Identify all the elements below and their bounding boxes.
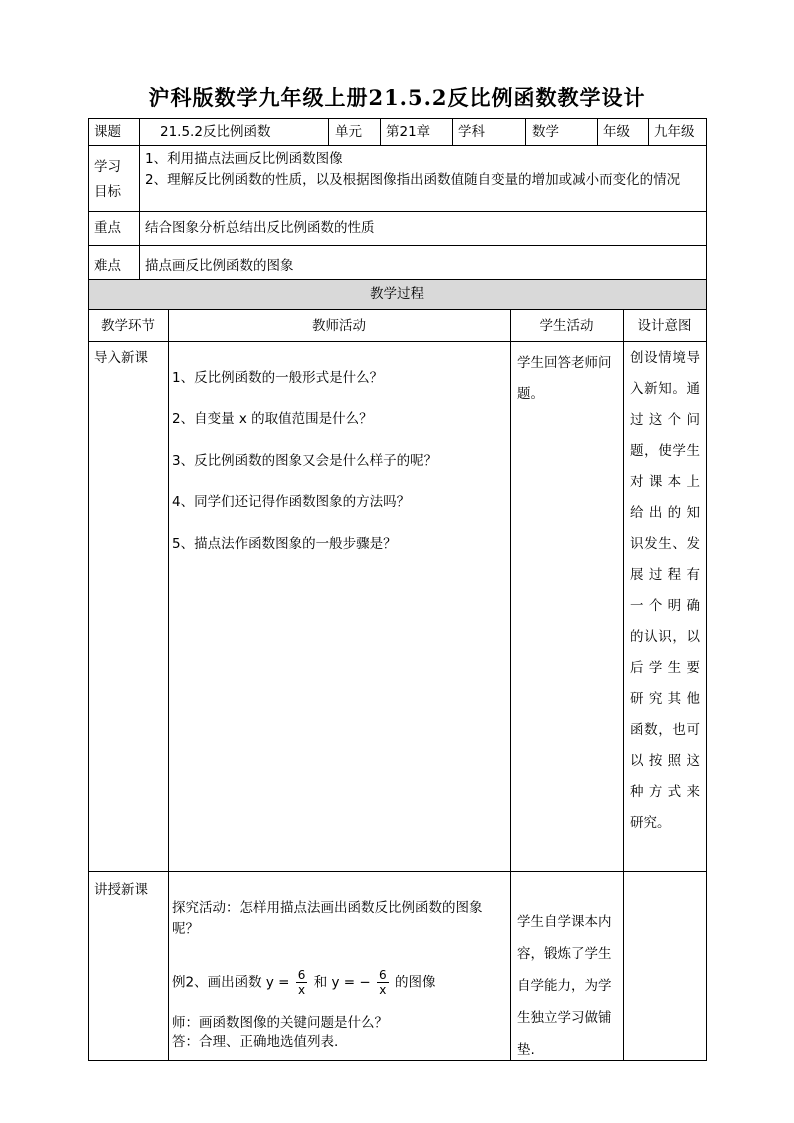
col-header-stage: 教学环节	[101, 318, 155, 334]
frac2-numerator: 6	[379, 968, 387, 982]
example-suffix: 的图像	[394, 974, 436, 991]
intro-student-line-1: 学生回答老师问	[517, 355, 612, 371]
teacher-question: 师：画函数图像的关键问题是什么？	[172, 1015, 388, 1031]
student-line: 生独立学习做铺	[517, 1010, 612, 1026]
col-header-teacher: 教师活动	[312, 318, 366, 334]
intro-student-activity	[517, 348, 621, 410]
design-line: 题，使学生	[630, 443, 700, 459]
col-header-design: 设计意图	[637, 318, 692, 334]
col-header-student: 学生活动	[539, 318, 594, 334]
process-title: 教学过程	[370, 286, 424, 302]
design-line: 过这个问	[630, 412, 700, 428]
design-line: 对课本上	[630, 474, 700, 490]
student-line: 自学能力，为学	[517, 978, 612, 994]
intro-question-2: 2、自变量 x 的取值范围是什么？	[172, 411, 373, 427]
intro-question-4: 4、同学们还记得作函数图象的方法吗？	[172, 494, 411, 510]
design-line: 的认识，以	[630, 629, 700, 645]
goal-item-1: 1、利用描点法画反比例函数图像	[145, 151, 343, 167]
goal-item-2: 2、理解反比例函数的性质，以及根据图像指出函数值随自变量的增加或减小而变化的情况	[145, 172, 681, 188]
fraction-2	[377, 968, 389, 997]
frac1-numerator: 6	[297, 968, 306, 982]
difficulty-text: 描点画反比例函数的图象	[145, 258, 294, 274]
student-line: 容，锻炼了学生	[517, 946, 612, 962]
design-line: 研究。	[630, 815, 671, 831]
stage-new-lesson: 讲授新课	[94, 882, 148, 898]
design-line: 一个明确	[630, 598, 700, 614]
example-prefix: 例2、画出函数 y =	[172, 974, 290, 991]
intro-question-3: 3、反比例函数的图象又会是什么样子的呢？	[172, 453, 438, 469]
student-line: 垫.	[517, 1042, 535, 1058]
grade-label: 年级	[603, 124, 630, 140]
intro-question-1: 1、反比例函数的一般形式是什么？	[172, 370, 384, 386]
design-line: 给出的知	[630, 505, 700, 521]
page-title: 沪科版数学九年级上册21.5.2反比例函数教学设计	[148, 85, 646, 110]
frac1-denominator: x	[298, 983, 306, 997]
intro-design-intent	[630, 343, 700, 839]
student-line: 学生自学课本内	[517, 914, 612, 930]
example-mid: 和 y = −	[313, 974, 371, 991]
example-line	[172, 968, 435, 997]
design-line: 展过程有	[630, 567, 700, 583]
design-line: 入新知。通	[630, 381, 700, 397]
design-line: 创设情境导	[630, 350, 700, 366]
design-line: 函数，也可	[630, 722, 700, 738]
key-point-text: 结合图象分析总结出反比例函数的性质	[145, 220, 375, 236]
design-line: 识发生、发	[630, 536, 700, 552]
design-line: 研究其他	[630, 691, 700, 707]
difficulty-label: 难点	[94, 258, 121, 274]
activity-line-1: 探究活动：怎样用描点法画出函数反比例函数的图象	[172, 900, 483, 916]
frac2-denominator: x	[379, 983, 387, 997]
unit-value: 第21章	[386, 124, 431, 140]
subject-value: 数学	[532, 124, 559, 140]
fraction-1	[296, 968, 308, 997]
design-line: 后学生要	[630, 660, 700, 676]
goals-label-line2: 目标	[94, 184, 121, 200]
answer-text: 答：合理、正确地选值列表.	[172, 1034, 339, 1050]
unit-label: 单元	[335, 124, 362, 140]
grade-value: 九年级	[654, 124, 695, 140]
intro-question-5: 5、描点法作函数图象的一般步骤是？	[172, 536, 397, 552]
topic-label: 课题	[94, 124, 121, 140]
subject-label: 学科	[458, 124, 485, 140]
goals-label-line1: 学习	[94, 159, 121, 175]
design-line: 种方式来	[630, 784, 700, 800]
design-line: 以按照这	[630, 753, 700, 769]
stage-intro: 导入新课	[94, 350, 148, 366]
intro-student-line-2: 题。	[517, 386, 544, 402]
new-lesson-student-activity	[517, 906, 621, 1066]
key-point-label: 重点	[94, 220, 121, 236]
activity-line-2: 呢？	[172, 921, 199, 937]
topic-value: 21.5.2反比例函数	[160, 124, 271, 140]
